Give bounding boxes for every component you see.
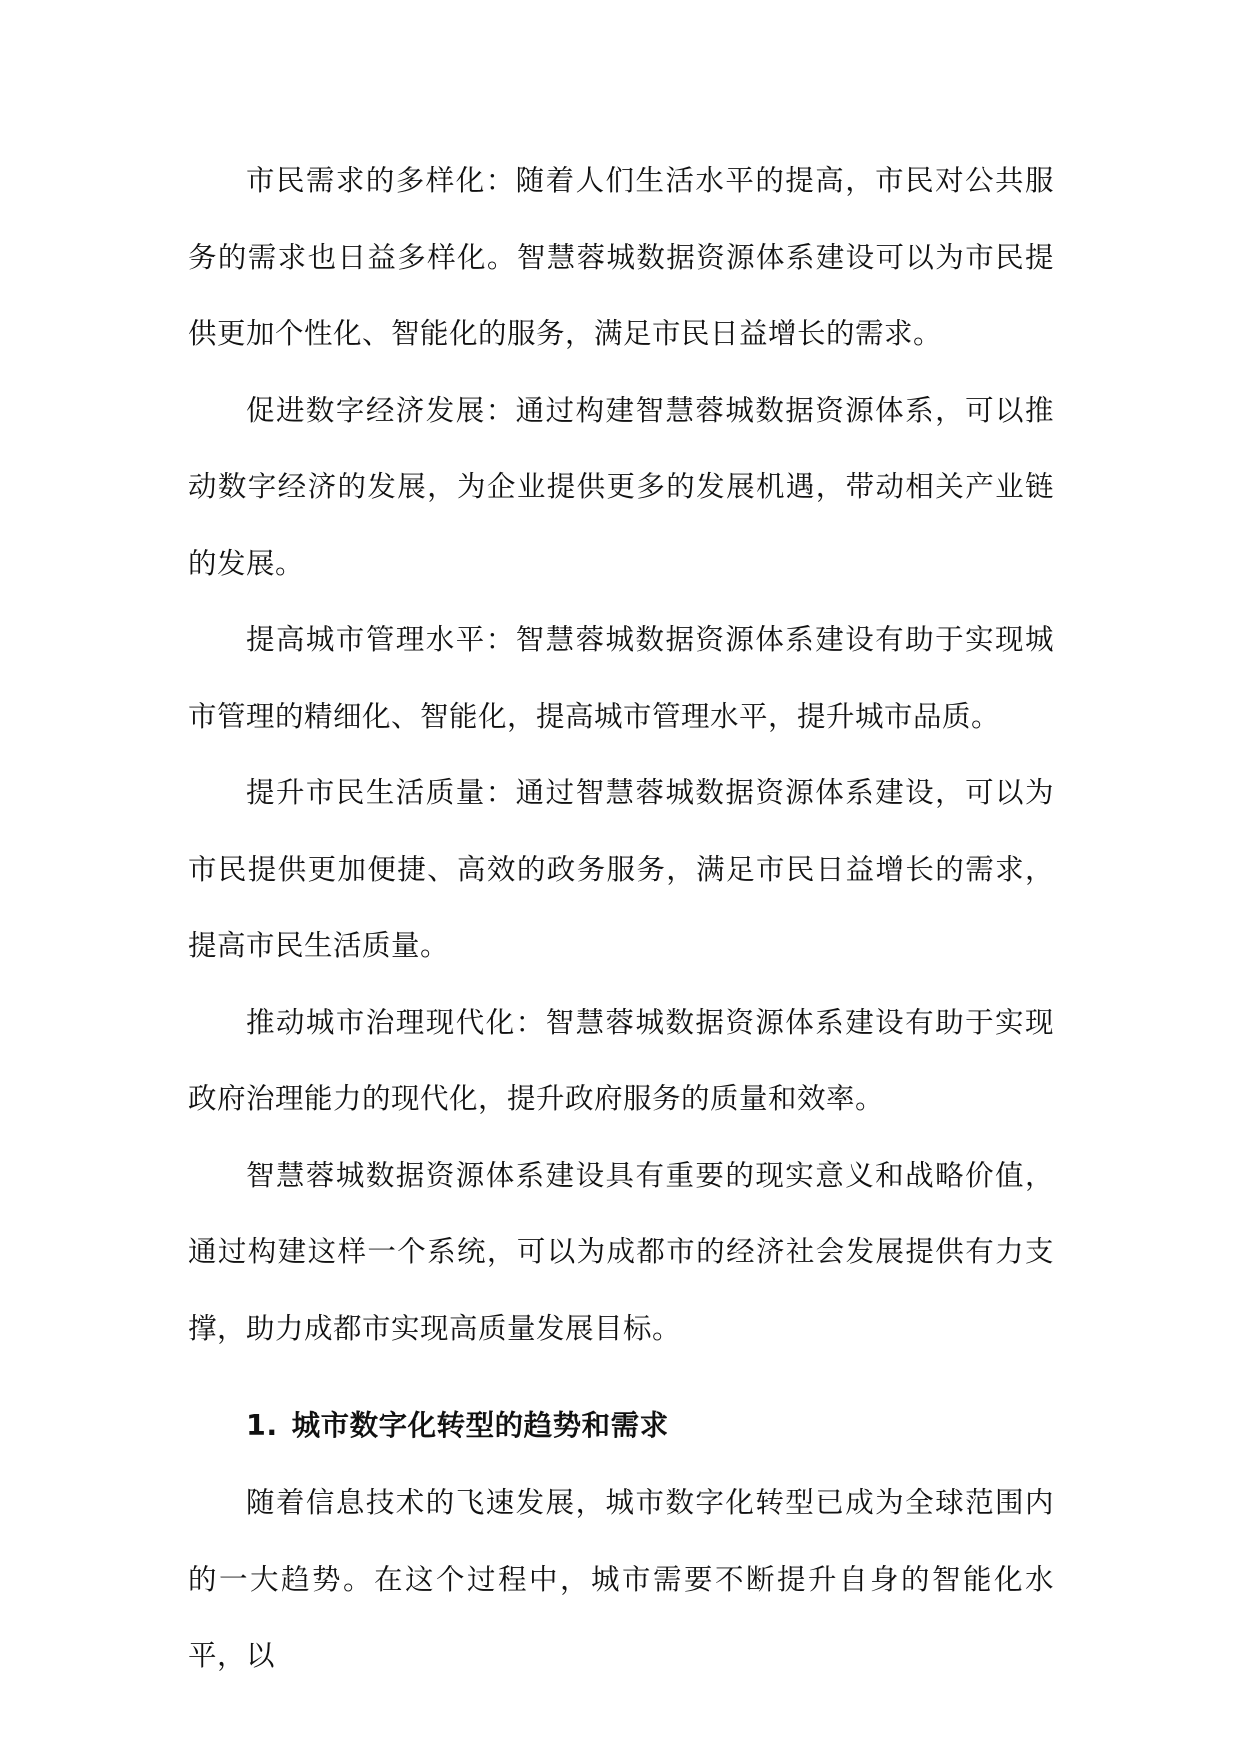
document-body xyxy=(188,143,1054,1695)
paragraph-quality-of-life: 提升市民生活质量：通过智慧蓉城数据资源体系建设，可以为市民提供更加便捷、高效的政务服务，满足市民日益增长的需求，提高市民生活质量。 xyxy=(188,776,1054,962)
paragraph-citizen-demand: 市民需求的多样化：随着人们生活水平的提高，市民对公共服务的需求也日益多样化。智慧蓉城数据资源体系建设可以为市民提供更加个性化、智能化的服务，满足市民日益增长的需求。 xyxy=(188,164,1054,350)
paragraph-digital-transformation: 随着信息技术的飞速发展，城市数字化转型已成为全球范围内的一大趋势。在这个过程中，城市需要不断提升自身的智能化水平，以 xyxy=(188,1486,1054,1672)
section-number: 1. xyxy=(246,1409,278,1442)
paragraph-digital-economy: 促进数字经济发展：通过构建智慧蓉城数据资源体系，可以推动数字经济的发展，为企业提供更多的发展机遇，带动相关产业链的发展。 xyxy=(188,393,1054,580)
section-title: 城市数字化转型的趋势和需求 xyxy=(291,1409,669,1442)
section-heading xyxy=(188,1387,1054,1465)
paragraph-city-management: 提高城市管理水平：智慧蓉城数据资源体系建设有助于实现城市管理的精细化、智能化，提高城市管理水平，提升城市品质。 xyxy=(188,623,1054,733)
paragraph-governance-modernization: 推动城市治理现代化：智慧蓉城数据资源体系建设有助于实现政府治理能力的现代化，提升政府服务的质量和效率。 xyxy=(188,1005,1054,1115)
paragraph-summary: 智慧蓉城数据资源体系建设具有重要的现实意义和战略价值，通过构建这样一个系统，可以为成都市的经济社会发展提供有力支撑，助力成都市实现高质量发展目标。 xyxy=(188,1158,1054,1345)
